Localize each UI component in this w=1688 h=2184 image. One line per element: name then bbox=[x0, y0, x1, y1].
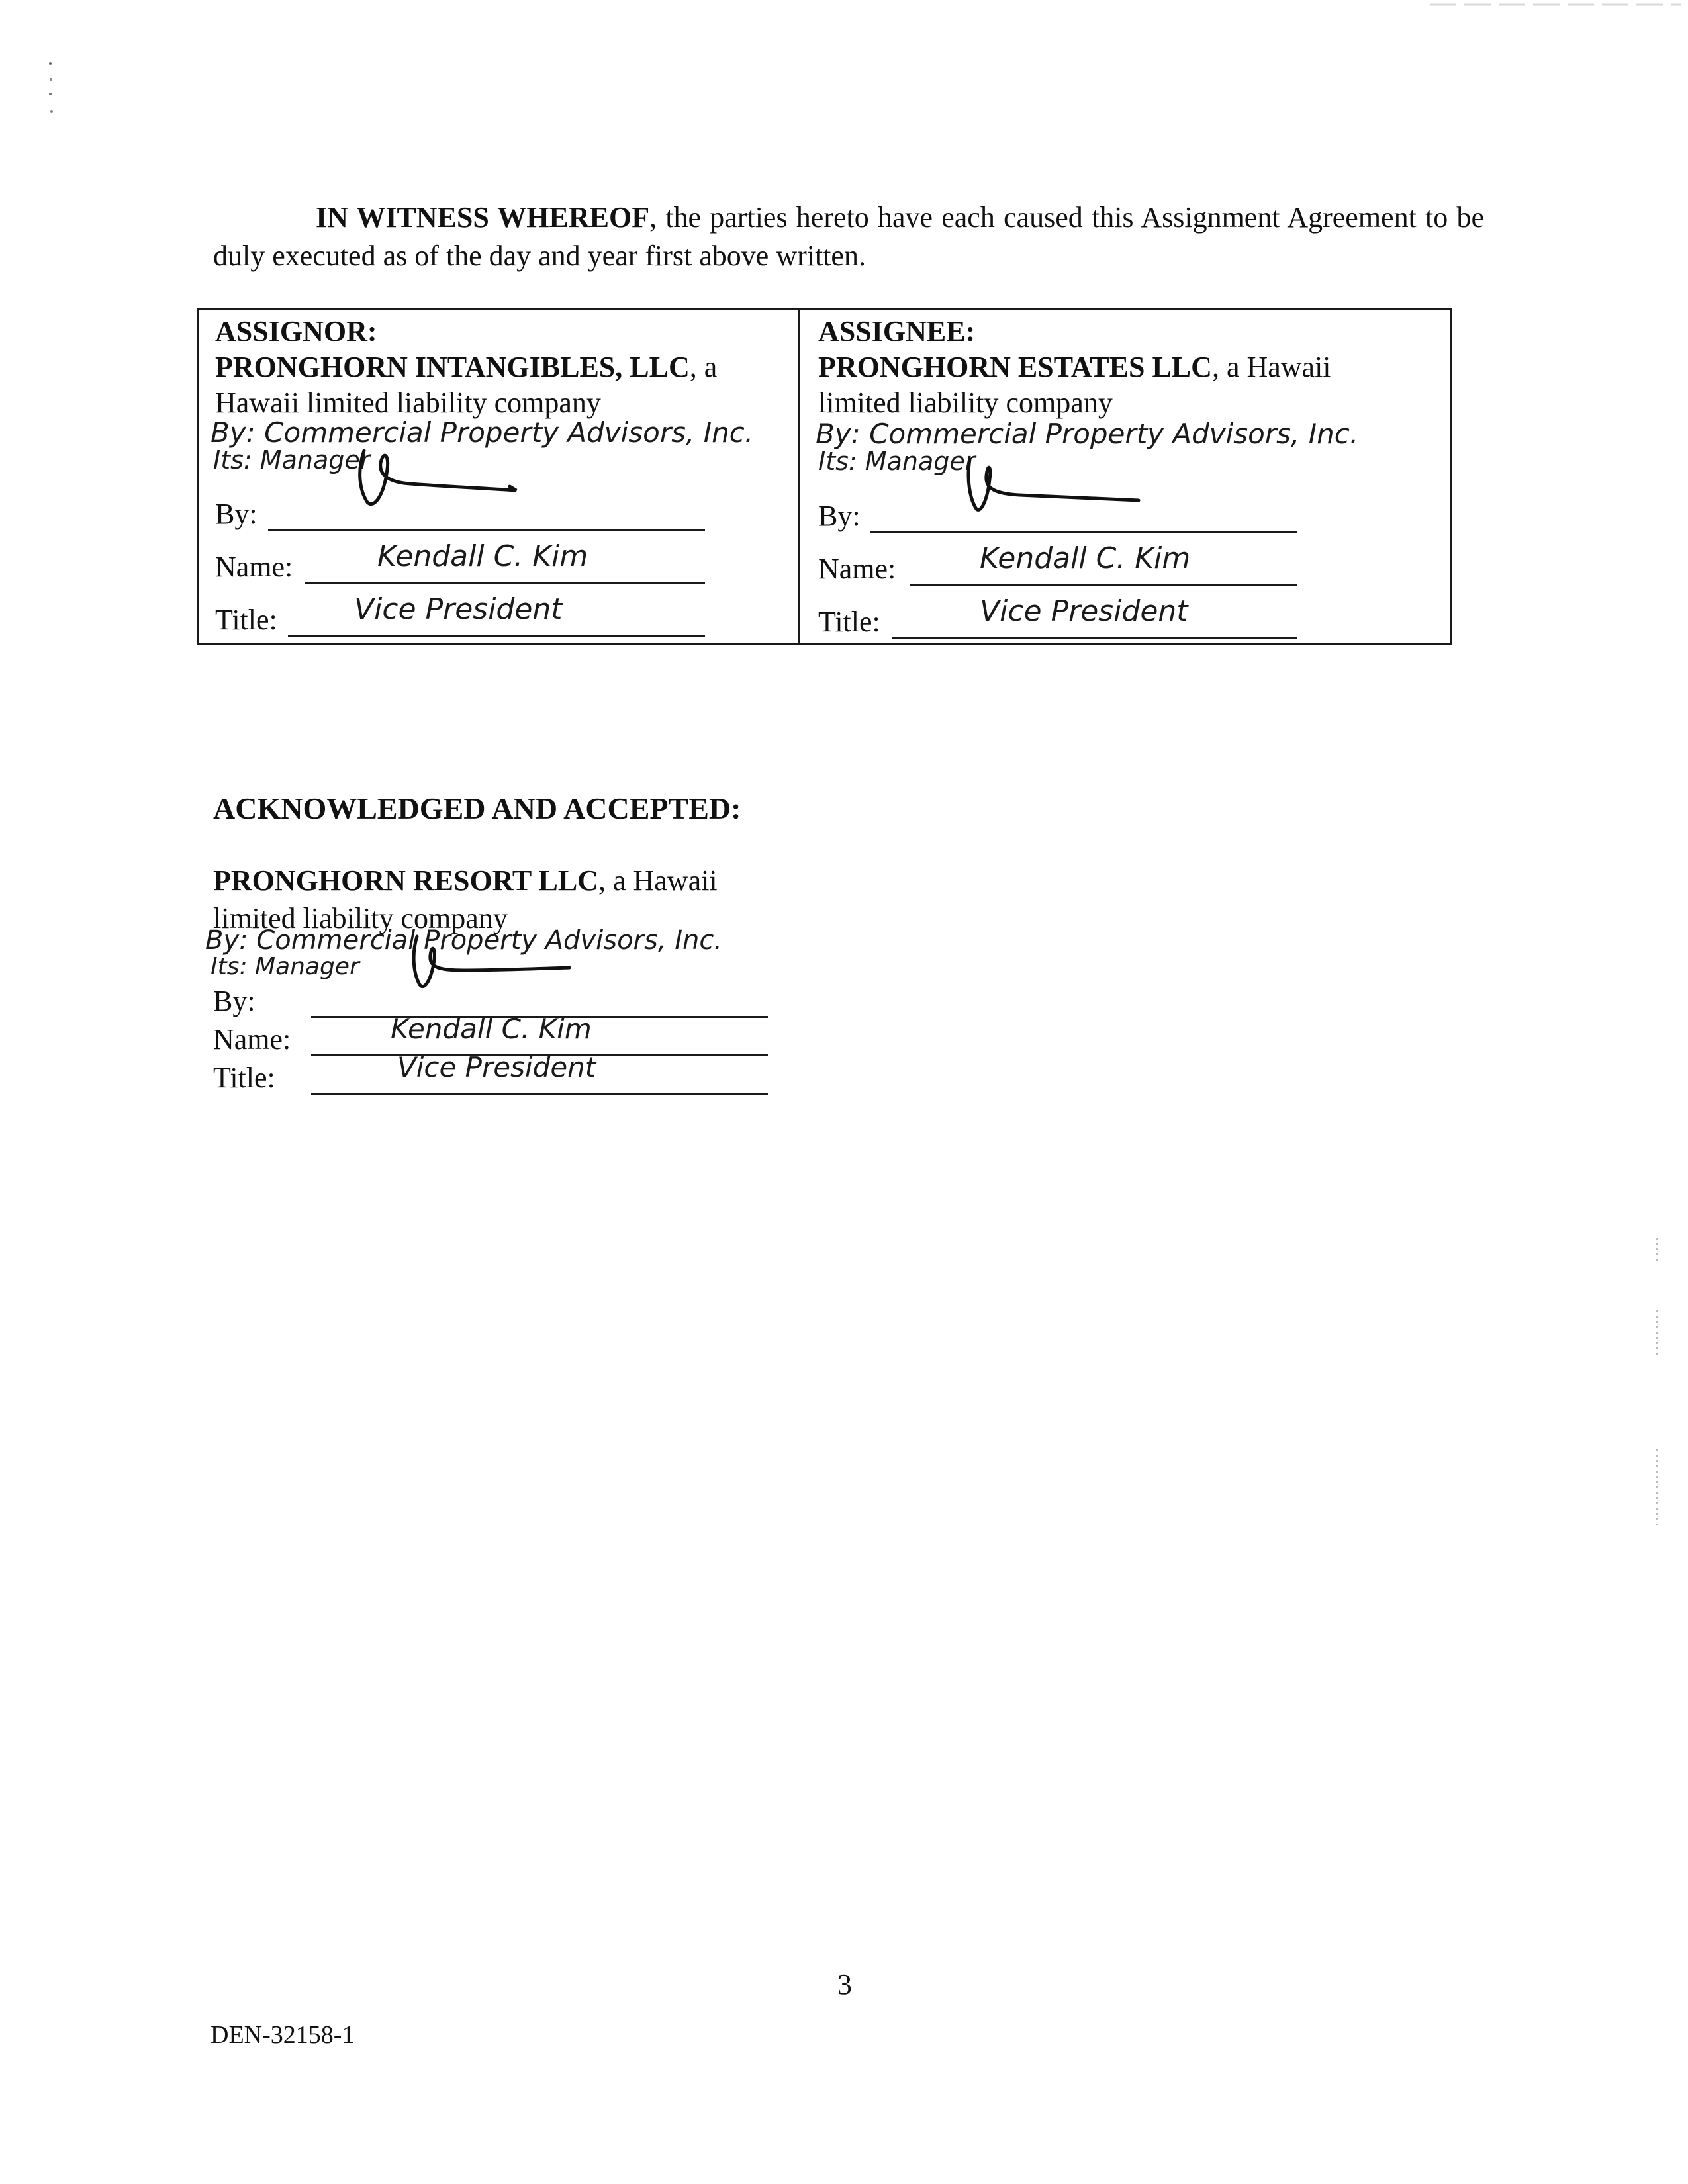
acknowledged-handwritten-title: Vice President bbox=[397, 1051, 596, 1083]
assignor-heading: ASSIGNOR: bbox=[215, 315, 377, 347]
assignor-entity: PRONGHORN INTANGIBLES, LLC, a bbox=[215, 351, 718, 383]
witness-body: , the parties hereto have each caused this Assignment Agreement to be duly executed as of the day and year first above written. bbox=[213, 201, 1485, 272]
scan-specks-left bbox=[46, 60, 56, 119]
assignee-by-label: By: bbox=[818, 500, 861, 532]
assignee-signature-icon bbox=[940, 453, 1152, 519]
assignor-handwritten-title: Vice President bbox=[354, 592, 563, 626]
assignor-handwritten-name: Kendall C. Kim bbox=[377, 539, 588, 573]
assignee-name-line bbox=[910, 584, 1297, 586]
assignee-handwritten-title: Vice President bbox=[980, 594, 1188, 628]
signature-table bbox=[197, 308, 1452, 645]
assignor-title-label: Title: bbox=[215, 604, 277, 636]
assignor-title-line bbox=[288, 635, 705, 637]
scan-header-marks bbox=[1430, 0, 1681, 9]
acknowledged-entity: PRONGHORN RESORT LLC, a Hawaii bbox=[213, 864, 718, 897]
assignee-heading: ASSIGNEE: bbox=[818, 315, 976, 347]
assignee-by-line bbox=[870, 531, 1297, 533]
assignee-handwritten-name: Kendall C. Kim bbox=[980, 541, 1191, 575]
acknowledged-title-label: Title: bbox=[213, 1062, 275, 1094]
acknowledged-handwritten-its: Its: Manager bbox=[211, 953, 359, 980]
assignor-by-label: By: bbox=[215, 498, 258, 530]
assignee-entity: PRONGHORN ESTATES LLC, a Hawaii bbox=[818, 351, 1331, 383]
table-divider bbox=[798, 310, 800, 643]
assignee-name-label: Name: bbox=[818, 553, 896, 585]
assignor-name-line bbox=[305, 582, 705, 584]
witness-lead: IN WITNESS WHEREOF bbox=[316, 201, 650, 234]
acknowledged-by-label: By: bbox=[213, 985, 256, 1017]
assignee-title-line bbox=[892, 637, 1297, 639]
scan-specks-right bbox=[1652, 1238, 1662, 1529]
document-id: DEN-32158-1 bbox=[211, 2021, 355, 2049]
assignor-name-label: Name: bbox=[215, 551, 293, 583]
acknowledged-handwritten-name: Kendall C. Kim bbox=[391, 1013, 592, 1045]
page-number: 3 bbox=[837, 1968, 852, 2001]
assignee-handwritten-by-entity: By: Commercial Property Advisors, Inc. bbox=[816, 418, 1359, 450]
witness-paragraph bbox=[213, 199, 1484, 275]
assignee-entity-line2: limited liability company bbox=[818, 387, 1113, 419]
assignor-handwritten-by-entity: By: Commercial Property Advisors, Inc. bbox=[211, 416, 754, 449]
acknowledged-title-line bbox=[311, 1093, 768, 1095]
assignee-title-label: Title: bbox=[818, 606, 880, 638]
assignor-entity-line2: Hawaii limited liability company bbox=[215, 387, 601, 419]
assignee-handwritten-its: Its: Manager bbox=[818, 447, 976, 476]
assignor-by-line bbox=[268, 529, 705, 531]
assignor-handwritten-its: Its: Manager bbox=[213, 445, 371, 475]
assignor-signature-icon bbox=[318, 443, 536, 516]
acknowledged-handwritten-by-entity: By: Commercial Property Advisors, Inc. bbox=[205, 925, 723, 956]
acknowledged-signature-icon bbox=[371, 933, 583, 999]
acknowledged-entity-line2: limited liability company bbox=[213, 902, 508, 934]
acknowledged-name-label: Name: bbox=[213, 1023, 291, 1056]
acknowledged-heading: ACKNOWLEDGED AND ACCEPTED: bbox=[213, 792, 741, 825]
